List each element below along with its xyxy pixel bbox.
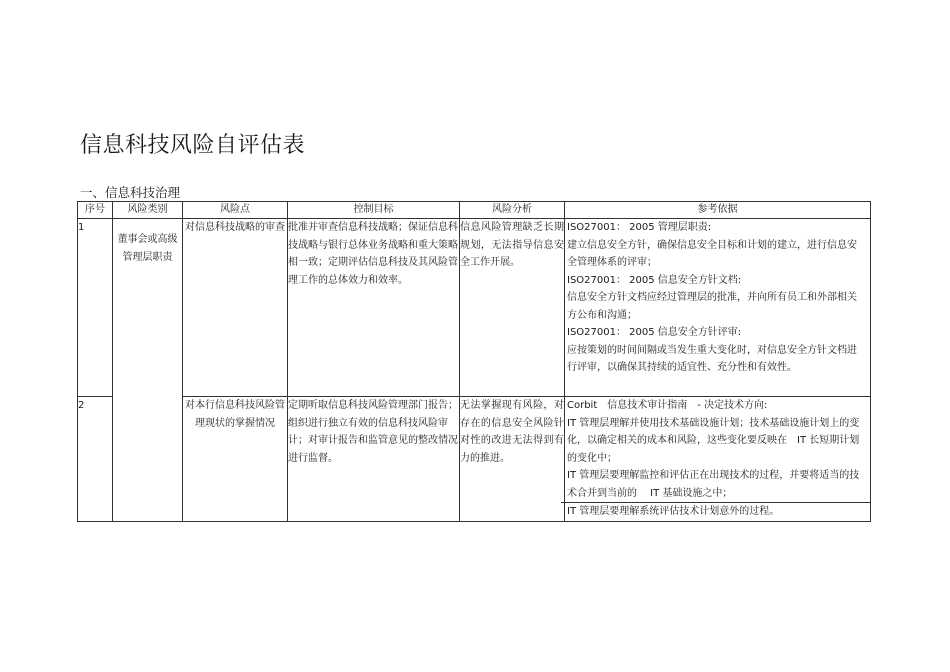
page-title: 信息科技风险自评估表 bbox=[80, 133, 306, 158]
reference-cell bbox=[565, 397, 871, 522]
risk-assessment-table bbox=[77, 201, 871, 522]
header-risk-point: 风险点 bbox=[183, 202, 288, 219]
reference-cell bbox=[565, 219, 871, 397]
header-reference: 参考依据 bbox=[565, 202, 871, 219]
reference-text: IT 管理层要理解监控和评估正在出现技术的过程，并要将适当的技术合并到当前的 IT 基础设施之中； bbox=[567, 470, 860, 499]
risk-category-cell bbox=[113, 219, 183, 522]
header-category: 风险类别 bbox=[113, 202, 183, 219]
risk-category: 董事会或高级管理层职责 bbox=[117, 234, 178, 263]
risk-point: 对本行信息科技风险管理现状的掌握情况 bbox=[183, 397, 288, 522]
control-objective: 定期听取信息科技风险管理部门报告；组织进行独立有效的信息科技风险审计；对审计报告和监管意见的整改情况进行监督。 bbox=[288, 397, 460, 522]
reference-text: 应按策划的时间间隔或当发生重大变化时，对信息安全方针文档进行评审，以确保其持续的适宜性、充分性和有效性。 bbox=[567, 344, 857, 373]
risk-analysis: 信息风险管理缺乏长期规划，无法指导信息安全工作开展。 bbox=[460, 219, 565, 397]
header-risk-analysis: 风险分析 bbox=[460, 202, 565, 219]
table-row bbox=[78, 397, 871, 522]
reference-text: IT 管理层要理解系统评估技术计划意外的过程。 bbox=[561, 502, 870, 521]
header-control-objective: 控制目标 bbox=[288, 202, 460, 219]
reference-text: 信息安全方针文档应经过管理层的批准，并向所有员工和外部相关方公布和沟通； bbox=[567, 292, 857, 321]
reference-heading: ISO27001： 2005 管理层职责: bbox=[567, 222, 712, 233]
reference-heading: ISO27001： 2005 信息安全方针评审: bbox=[567, 327, 742, 338]
header-seq: 序号 bbox=[78, 202, 113, 219]
reference-heading: Corbit 信息技术审计指南 - 决定技术方向: bbox=[567, 400, 768, 411]
risk-point: 对信息科技战略的审查 bbox=[183, 219, 288, 397]
row-seq: 2 bbox=[78, 397, 113, 522]
control-objective: 批准并审查信息科技战略；保证信息科技战略与银行总体业务战略和重大策略相一致；定期评估信息科技及其风险管理工作的总体效力和效率。 bbox=[288, 219, 460, 397]
section-title: 一、信息科技治理 bbox=[80, 185, 181, 200]
reference-text: 建立信息安全方针，确保信息安全目标和计划的建立，进行信息安全管理体系的评审； bbox=[567, 239, 857, 268]
reference-heading: ISO27001： 2005 信息安全方针文档: bbox=[567, 274, 742, 286]
table-header-row bbox=[78, 202, 871, 219]
row-seq: 1 bbox=[78, 219, 113, 397]
risk-analysis: 无法掌握现有风险，对存在的信息安全风险针对性的改进无法得到有力的推进。 bbox=[460, 397, 565, 522]
reference-text: IT 管理层理解并使用技术基础设施计划；技术基础设施计划上的变化，以确定相关的成本和风险，这些变化要反映在 IT 长短期计划的变化中； bbox=[567, 417, 860, 464]
table-row bbox=[78, 219, 871, 397]
